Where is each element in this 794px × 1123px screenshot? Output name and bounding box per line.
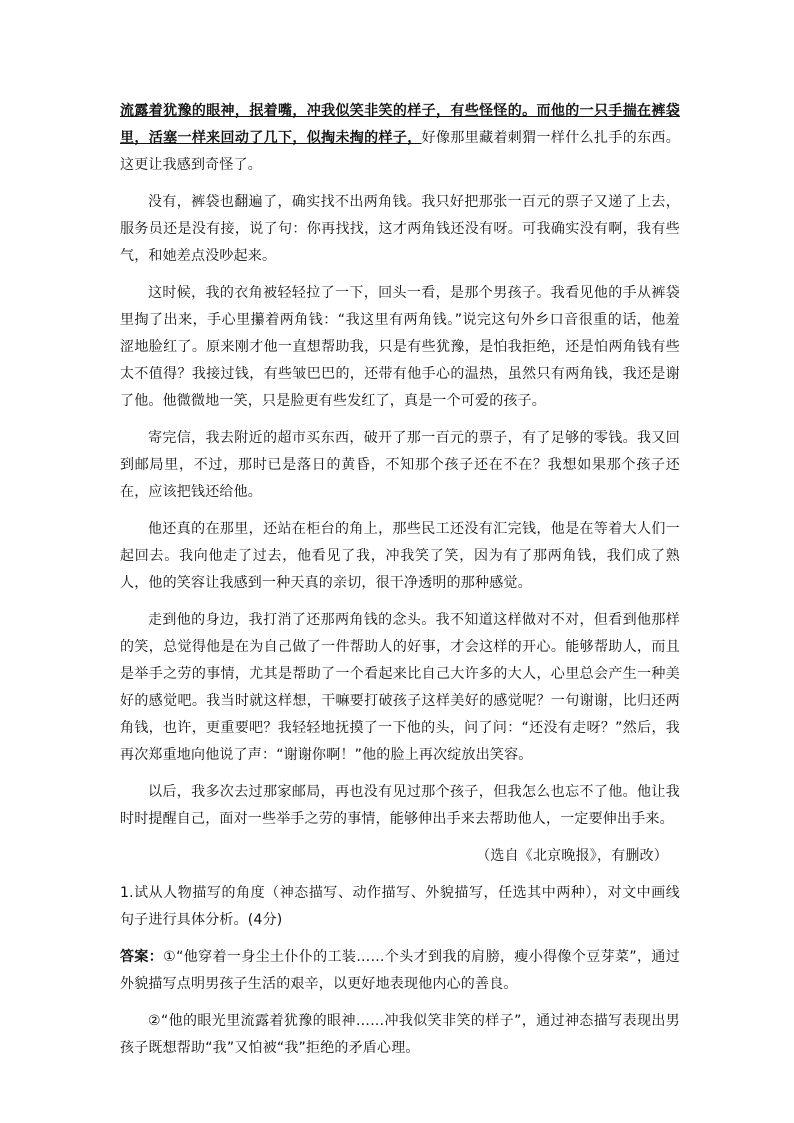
answer-block [120,944,680,998]
answer-label: 答案： [120,949,164,965]
paragraph: 寄完信，我去附近的超市买东西，破开了那一百元的票子，有了足够的零钱。我又回到邮局里，不过，那时已是落日的黄昏，不知那个孩子还在不在？我想如果那个孩子还在，应该把钱还给他。 [120,430,680,500]
answer-part-1: ①“他穿着一身尘土仆仆的工装……个头才到我的肩膀，瘦小得像个豆芽菜”，通过外貌描写点明男孩子生活的艰辛，以更好地表现他内心的善良。 [120,949,680,992]
paragraph: 他还真的在那里，还站在柜台的角上，那些民工还没有汇完钱，他是在等着大人们一起回去。我向他走了过去，他看见了我，冲我笑了笑，因为有了那两角钱，我们成了熟人，他的笑容让我感到一种天真的亲切，很干净透明的那种感觉。 [120,521,680,591]
source-citation: （选自《北京晚报》，有删改） [476,848,668,864]
paragraph: 以后，我多次去过那家邮局，再也没有见过那个孩子，但我怎么也忘不了他。他让我时时提醒自己，面对一些举手之劳的事情，能够伸出手来去帮助他人，一定要伸出手来。 [120,784,680,827]
question-text: 1.试从人物描写的角度（神态描写、动作描写、外貌描写，任选其中两种），对文中画线句子进行具体分析。(4分) [120,885,680,928]
paragraph: 这时候，我的衣角被轻轻拉了一下，回头一看，是那个男孩子。我看见他的手从裤袋里掏了出来，手心里攥着两角钱：“我这里有两角钱。”说完这句外乡口音很重的话，他羞涩地脸红了。原来刚才他一直想帮助我，只是有些犹豫，是怕我拒绝，还是怕两角钱有些太不值得？我接过钱，有些皱巴巴的，还带有他手心的温热，虽然只有两角钱，我还是谢了他。他微微地一笑，只是脸更有些发红了，真是一个可爱的孩子。 [120,285,680,409]
paragraph: 没有，裤袋也翻遍了，确实找不出两角钱。我只好把那张一百元的票子又递了上去，服务员还是没有接，说了句：你再找找，这才两角钱还没有呀。可我确实没有啊，我有些气，和她差点没吵起来。 [120,194,680,264]
underlined-sentence: 流露着犹豫的眼神，抿着嘴，冲我似笑非笑的样子，有些怪怪的。而他的一只手揣在裤袋里，活塞一样来回动了几下，似掏未掏的样子， [120,103,680,146]
paragraph-text: 好像那里藏着刺猬一样什么扎手的东西。这更让我感到奇怪了。 [120,130,680,173]
document-page [120,98,680,1062]
paragraph-continued [120,98,680,179]
paragraph: 走到他的身边，我打消了还那两角钱的念头。我不知道这样做对不对，但看到他那样的笑，总觉得他是在为自己做了一件帮助人的好事，才会这样的开心。能够帮助人，而且是举手之劳的事情，尤其是帮助了一个看起来比自己大许多的大人，心里总会产生一种美好的感觉吧。我当时就这样想，干嘛要打破孩子这样美好的感觉呢？一句谢谢，比归还两角钱，也许，更重要吧？我轻轻地抚摸了一下他的头，问了问：“还没有走呀？”然后，我再次郑重地向他说了声：“谢谢你啊！”他的脸上再次绽放出笑容。 [120,612,680,763]
answer-part-2: ②“他的眼光里流露着犹豫的眼神……冲我似笑非笑的样子”，通过神态描写表现出男孩子既想帮助“我”又怕被“我”拒绝的矛盾心理。 [120,1013,680,1056]
